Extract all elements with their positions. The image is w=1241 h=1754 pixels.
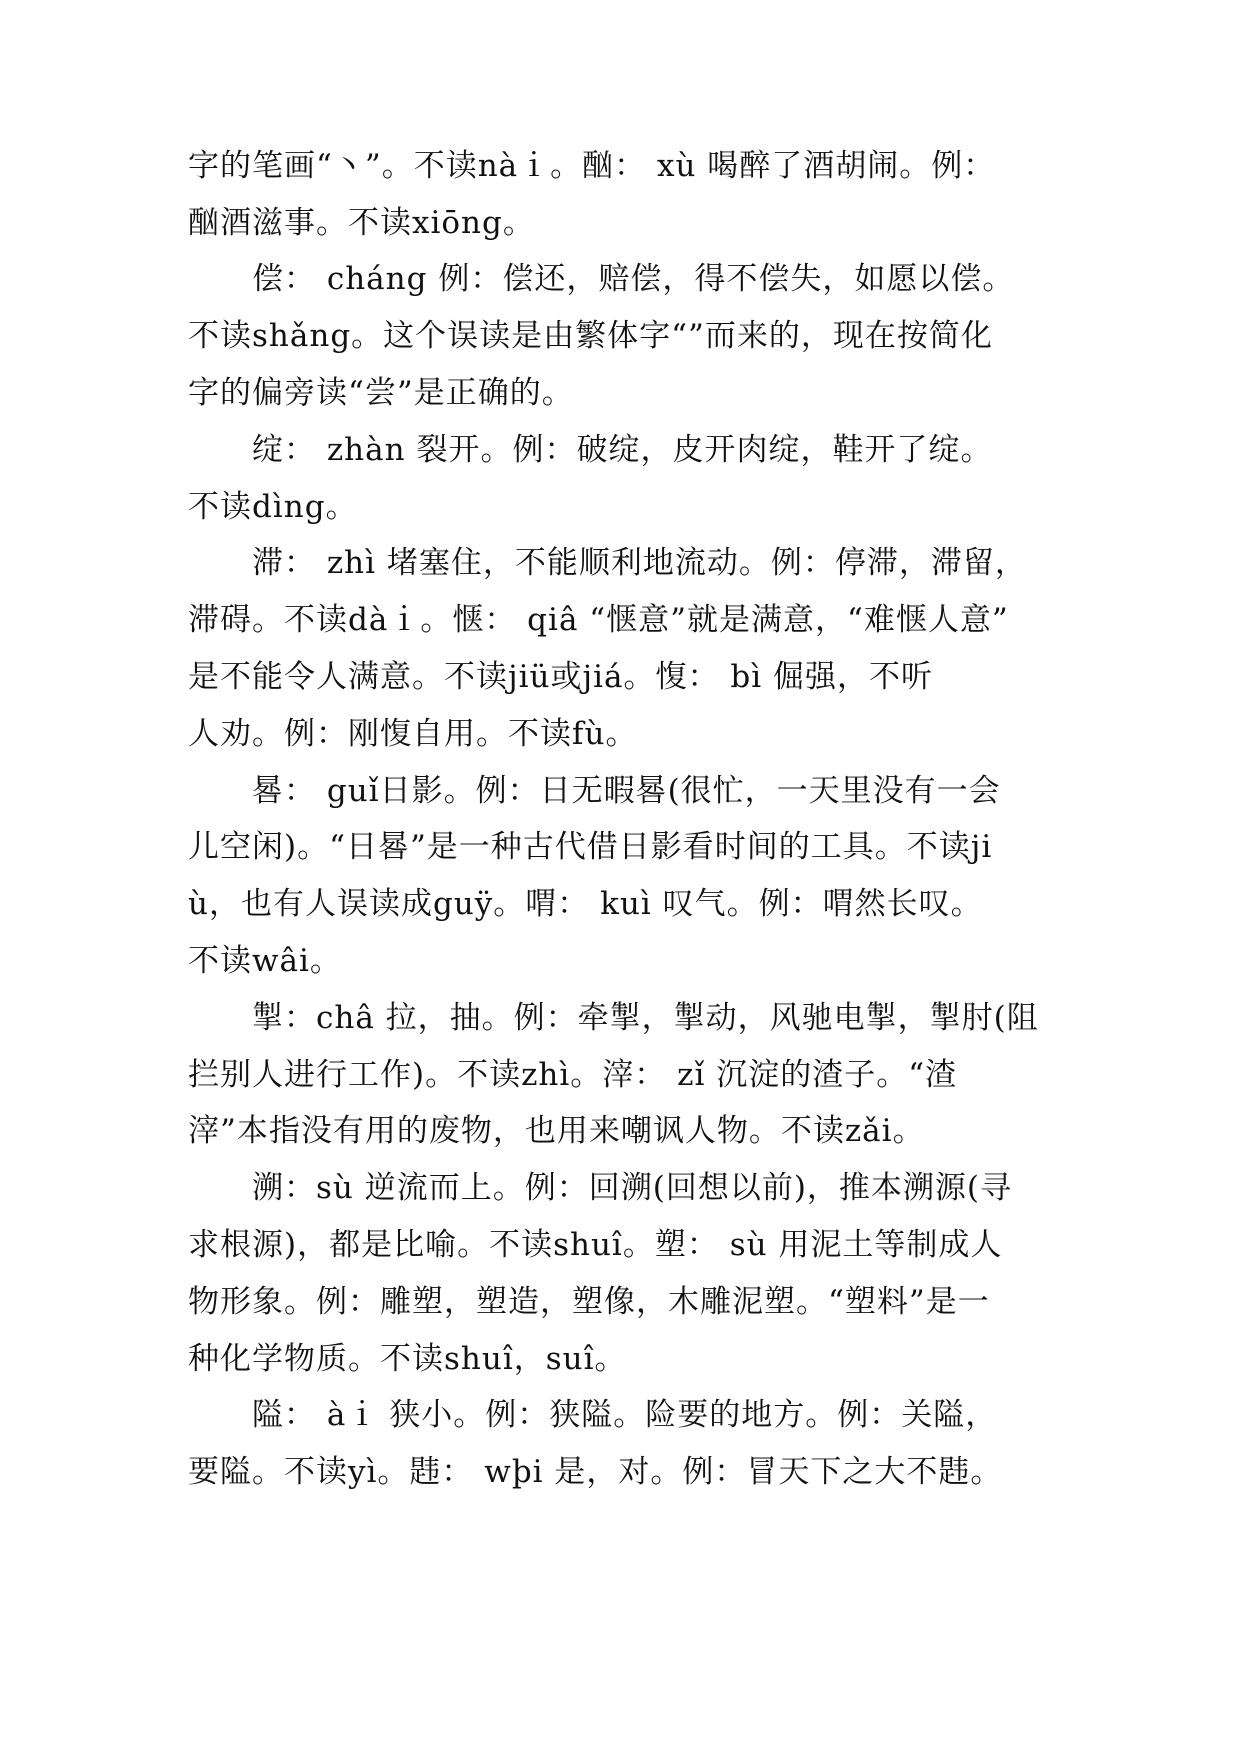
paragraph-start-line: 溯：sù 逆流而上。例：回溯(回想以前)，推本溯源(寻 (252, 1170, 1013, 1206)
paragraph-start-line: 晷： guǐ日影。例：日无暇晷(很忙，一天里没有一会 (252, 773, 1001, 809)
text-line-17: 拦别人进行工作)。不读zhì。滓： zǐ 沉淀的渣子。“渣 (188, 1057, 958, 1093)
text-line-9: 滞碍。不读dàｉ。惬： qiâ “惬意”就是满意，“难惬人意” (188, 602, 1009, 638)
text-line-24: 要隘。不读yì。韪： wþi 是，对。例：冒天下之大不韪。 (188, 1454, 1003, 1490)
text-line-2: 酗酒滋事。不读xiōng。 (188, 205, 535, 241)
text-line-13: 儿空闲)。“日晷”是一种古代借日影看时间的工具。不读ji (188, 829, 993, 865)
text-line-18: 滓”本指没有用的废物，也用来嘲讽人物。不读zǎi。 (188, 1113, 925, 1149)
text-line-1: 字的笔画“丶”。不读nàｉ。酗： xù 喝醉了酒胡闹。例： (188, 148, 996, 184)
text-line-5: 字的偏旁读“尝”是正确的。 (188, 375, 574, 411)
paragraph-start-line: 隘： àｉ 狭小。例：狭隘。险要的地方。例：关隘， (252, 1397, 998, 1433)
paragraph-start-line: 掣：châ 拉，抽。例：牵掣，掣动，风驰电掣，掣肘(阻 (252, 1000, 1039, 1036)
paragraph-start-line: 绽： zhàn 裂开。例：破绽，皮开肉绽，鞋开了绽。 (252, 432, 993, 468)
text-line-20: 求根源)，都是比喻。不读shuî。塑： sù 用泥土等制成人 (188, 1227, 1003, 1263)
text-line-22: 种化学物质。不读shuî，suî。 (188, 1341, 627, 1377)
text-line-10: 是不能令人满意。不读jiü或jiá。愎： bì 倔强，不听 (188, 659, 933, 695)
text-line-4: 不读shǎng。这个误读是由繁体字“”而来的，现在按简化 (188, 318, 993, 354)
text-line-14: ù，也有人误读成guÿ。喟： kuì 叹气。例：喟然长叹。 (188, 886, 983, 922)
text-line-7: 不读dìng。 (188, 489, 358, 525)
paragraph-start-line: 偿： cháng 例：偿还，赔偿，得不偿失，如愿以偿。 (252, 261, 1015, 297)
text-line-11: 人劝。例：刚愎自用。不读fù。 (188, 716, 638, 752)
paragraph-start-line: 滞： zhì 堵塞住，不能顺利地流动。例：停滞，滞留， (252, 545, 1027, 581)
text-line-15: 不读wâi。 (188, 943, 342, 979)
text-line-21: 物形象。例：雕塑，塑造，塑像，木雕泥塑。“塑料”是一 (188, 1284, 990, 1320)
